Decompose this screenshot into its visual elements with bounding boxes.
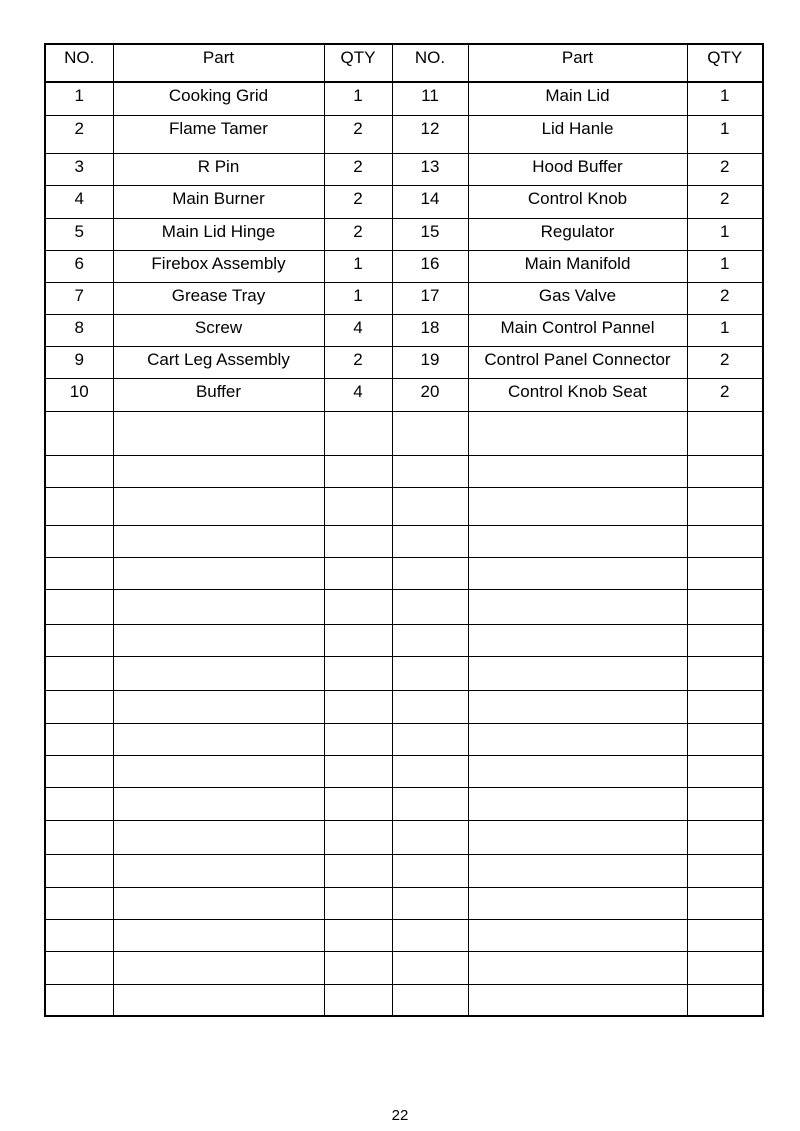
empty-cell bbox=[392, 887, 468, 919]
empty-cell bbox=[468, 887, 687, 919]
cell-qty-right: 1 bbox=[687, 115, 763, 153]
empty-cell bbox=[687, 624, 763, 656]
cell-part-right: Hood Buffer bbox=[468, 153, 687, 185]
table-body bbox=[45, 82, 763, 1016]
cell-qty-right: 1 bbox=[687, 218, 763, 250]
empty-cell bbox=[468, 557, 687, 589]
cell-qty-left: 1 bbox=[324, 250, 392, 282]
cell-no-right: 18 bbox=[392, 314, 468, 346]
cell-part-left: Screw bbox=[113, 314, 324, 346]
header-part-right: Part bbox=[468, 44, 687, 82]
cell-no-left: 5 bbox=[45, 218, 113, 250]
empty-cell bbox=[392, 624, 468, 656]
empty-cell bbox=[468, 951, 687, 984]
empty-cell bbox=[324, 787, 392, 820]
empty-cell bbox=[468, 589, 687, 624]
cell-part-left: Firebox Assembly bbox=[113, 250, 324, 282]
empty-table-row bbox=[45, 557, 763, 589]
empty-table-row bbox=[45, 919, 763, 951]
empty-cell bbox=[324, 919, 392, 951]
cell-qty-left: 2 bbox=[324, 153, 392, 185]
cell-qty-right: 2 bbox=[687, 346, 763, 378]
empty-table-row bbox=[45, 411, 763, 455]
empty-cell bbox=[687, 854, 763, 887]
empty-cell bbox=[392, 787, 468, 820]
parts-table bbox=[44, 43, 764, 1017]
table-row bbox=[45, 153, 763, 185]
empty-cell bbox=[392, 557, 468, 589]
header-qty-left: QTY bbox=[324, 44, 392, 82]
empty-table-row bbox=[45, 723, 763, 755]
empty-cell bbox=[392, 525, 468, 557]
empty-cell bbox=[687, 455, 763, 487]
cell-qty-right: 1 bbox=[687, 82, 763, 115]
cell-no-right: 15 bbox=[392, 218, 468, 250]
empty-table-row bbox=[45, 755, 763, 787]
empty-cell bbox=[45, 411, 113, 455]
cell-no-left: 9 bbox=[45, 346, 113, 378]
cell-part-left: Grease Tray bbox=[113, 282, 324, 314]
empty-cell bbox=[687, 723, 763, 755]
cell-no-right: 13 bbox=[392, 153, 468, 185]
table-row bbox=[45, 282, 763, 314]
empty-table-row bbox=[45, 820, 763, 854]
empty-cell bbox=[113, 455, 324, 487]
cell-qty-left: 2 bbox=[324, 115, 392, 153]
empty-cell bbox=[45, 723, 113, 755]
empty-cell bbox=[113, 525, 324, 557]
empty-cell bbox=[687, 984, 763, 1016]
cell-qty-left: 4 bbox=[324, 314, 392, 346]
empty-cell bbox=[392, 820, 468, 854]
empty-cell bbox=[324, 755, 392, 787]
empty-cell bbox=[45, 820, 113, 854]
empty-cell bbox=[392, 919, 468, 951]
empty-table-row bbox=[45, 624, 763, 656]
empty-cell bbox=[468, 854, 687, 887]
cell-qty-right: 1 bbox=[687, 314, 763, 346]
table-row bbox=[45, 115, 763, 153]
empty-cell bbox=[687, 919, 763, 951]
empty-cell bbox=[45, 624, 113, 656]
cell-qty-right: 2 bbox=[687, 185, 763, 218]
empty-cell bbox=[392, 723, 468, 755]
table-row bbox=[45, 218, 763, 250]
cell-part-right: Control Panel Connector bbox=[468, 346, 687, 378]
empty-cell bbox=[113, 887, 324, 919]
cell-qty-left: 2 bbox=[324, 218, 392, 250]
cell-qty-right: 2 bbox=[687, 282, 763, 314]
empty-cell bbox=[113, 820, 324, 854]
empty-cell bbox=[113, 557, 324, 589]
cell-part-left: Cooking Grid bbox=[113, 82, 324, 115]
empty-cell bbox=[45, 525, 113, 557]
empty-cell bbox=[392, 690, 468, 723]
table-row bbox=[45, 82, 763, 115]
empty-cell bbox=[324, 951, 392, 984]
cell-part-right: Main Lid bbox=[468, 82, 687, 115]
cell-no-left: 4 bbox=[45, 185, 113, 218]
empty-cell bbox=[468, 984, 687, 1016]
empty-cell bbox=[324, 487, 392, 525]
empty-cell bbox=[468, 525, 687, 557]
empty-cell bbox=[468, 487, 687, 525]
cell-part-right: Control Knob Seat bbox=[468, 378, 687, 411]
empty-cell bbox=[45, 951, 113, 984]
empty-cell bbox=[392, 487, 468, 525]
empty-cell bbox=[45, 854, 113, 887]
empty-table-row bbox=[45, 656, 763, 690]
empty-cell bbox=[113, 487, 324, 525]
empty-cell bbox=[687, 589, 763, 624]
empty-cell bbox=[392, 455, 468, 487]
empty-cell bbox=[468, 820, 687, 854]
empty-cell bbox=[392, 951, 468, 984]
empty-cell bbox=[45, 690, 113, 723]
empty-cell bbox=[324, 411, 392, 455]
cell-no-right: 11 bbox=[392, 82, 468, 115]
cell-part-right: Main Control Pannel bbox=[468, 314, 687, 346]
empty-cell bbox=[45, 487, 113, 525]
empty-cell bbox=[45, 984, 113, 1016]
empty-cell bbox=[687, 656, 763, 690]
empty-cell bbox=[468, 624, 687, 656]
cell-part-right: Lid Hanle bbox=[468, 115, 687, 153]
empty-cell bbox=[113, 723, 324, 755]
cell-no-left: 7 bbox=[45, 282, 113, 314]
empty-cell bbox=[687, 557, 763, 589]
header-qty-right: QTY bbox=[687, 44, 763, 82]
empty-cell bbox=[45, 755, 113, 787]
empty-cell bbox=[45, 887, 113, 919]
empty-cell bbox=[45, 589, 113, 624]
empty-cell bbox=[324, 854, 392, 887]
empty-cell bbox=[687, 487, 763, 525]
empty-cell bbox=[324, 820, 392, 854]
empty-cell bbox=[392, 984, 468, 1016]
empty-cell bbox=[687, 887, 763, 919]
cell-part-left: Buffer bbox=[113, 378, 324, 411]
cell-no-left: 8 bbox=[45, 314, 113, 346]
empty-cell bbox=[468, 787, 687, 820]
cell-qty-right: 1 bbox=[687, 250, 763, 282]
empty-cell bbox=[468, 656, 687, 690]
empty-table-row bbox=[45, 887, 763, 919]
cell-part-left: R Pin bbox=[113, 153, 324, 185]
empty-cell bbox=[324, 624, 392, 656]
empty-table-row bbox=[45, 525, 763, 557]
empty-cell bbox=[113, 690, 324, 723]
empty-cell bbox=[324, 723, 392, 755]
empty-cell bbox=[468, 411, 687, 455]
cell-part-right: Regulator bbox=[468, 218, 687, 250]
cell-no-right: 12 bbox=[392, 115, 468, 153]
empty-table-row bbox=[45, 787, 763, 820]
cell-no-left: 6 bbox=[45, 250, 113, 282]
cell-no-right: 17 bbox=[392, 282, 468, 314]
empty-cell bbox=[468, 690, 687, 723]
empty-cell bbox=[687, 411, 763, 455]
table-row bbox=[45, 378, 763, 411]
empty-cell bbox=[392, 589, 468, 624]
cell-qty-right: 2 bbox=[687, 378, 763, 411]
empty-cell bbox=[324, 589, 392, 624]
empty-cell bbox=[113, 787, 324, 820]
cell-qty-left: 1 bbox=[324, 282, 392, 314]
cell-qty-left: 1 bbox=[324, 82, 392, 115]
empty-table-row bbox=[45, 487, 763, 525]
empty-cell bbox=[113, 624, 324, 656]
empty-table-row bbox=[45, 984, 763, 1016]
cell-part-right: Main Manifold bbox=[468, 250, 687, 282]
empty-table-row bbox=[45, 455, 763, 487]
table-row bbox=[45, 346, 763, 378]
empty-cell bbox=[687, 525, 763, 557]
empty-cell bbox=[687, 951, 763, 984]
empty-table-row bbox=[45, 589, 763, 624]
header-row bbox=[45, 44, 763, 82]
cell-qty-left: 4 bbox=[324, 378, 392, 411]
empty-cell bbox=[113, 919, 324, 951]
empty-cell bbox=[392, 656, 468, 690]
table-row bbox=[45, 185, 763, 218]
empty-cell bbox=[324, 557, 392, 589]
empty-table-row bbox=[45, 854, 763, 887]
cell-qty-right: 2 bbox=[687, 153, 763, 185]
empty-cell bbox=[468, 755, 687, 787]
empty-cell bbox=[45, 557, 113, 589]
empty-cell bbox=[113, 589, 324, 624]
empty-cell bbox=[113, 854, 324, 887]
empty-cell bbox=[687, 690, 763, 723]
header-no-right: NO. bbox=[392, 44, 468, 82]
cell-no-right: 14 bbox=[392, 185, 468, 218]
empty-cell bbox=[45, 455, 113, 487]
empty-cell bbox=[324, 984, 392, 1016]
empty-cell bbox=[113, 984, 324, 1016]
empty-cell bbox=[113, 951, 324, 984]
cell-no-left: 10 bbox=[45, 378, 113, 411]
cell-part-right: Gas Valve bbox=[468, 282, 687, 314]
empty-cell bbox=[687, 787, 763, 820]
empty-cell bbox=[324, 455, 392, 487]
cell-part-left: Main Lid Hinge bbox=[113, 218, 324, 250]
cell-part-left: Cart Leg Assembly bbox=[113, 346, 324, 378]
empty-cell bbox=[113, 411, 324, 455]
empty-cell bbox=[392, 411, 468, 455]
empty-cell bbox=[45, 919, 113, 951]
cell-part-left: Main Burner bbox=[113, 185, 324, 218]
empty-cell bbox=[324, 887, 392, 919]
empty-cell bbox=[45, 787, 113, 820]
cell-no-right: 16 bbox=[392, 250, 468, 282]
header-no-left: NO. bbox=[45, 44, 113, 82]
empty-table-row bbox=[45, 951, 763, 984]
cell-part-right: Control Knob bbox=[468, 185, 687, 218]
empty-cell bbox=[45, 656, 113, 690]
empty-cell bbox=[113, 656, 324, 690]
cell-qty-left: 2 bbox=[324, 185, 392, 218]
empty-cell bbox=[468, 919, 687, 951]
empty-cell bbox=[392, 755, 468, 787]
cell-no-left: 3 bbox=[45, 153, 113, 185]
empty-table-row bbox=[45, 690, 763, 723]
empty-cell bbox=[687, 755, 763, 787]
cell-no-right: 19 bbox=[392, 346, 468, 378]
empty-cell bbox=[392, 854, 468, 887]
empty-cell bbox=[324, 525, 392, 557]
table-row bbox=[45, 250, 763, 282]
cell-no-right: 20 bbox=[392, 378, 468, 411]
empty-cell bbox=[687, 820, 763, 854]
empty-cell bbox=[468, 455, 687, 487]
cell-no-left: 1 bbox=[45, 82, 113, 115]
cell-no-left: 2 bbox=[45, 115, 113, 153]
cell-qty-left: 2 bbox=[324, 346, 392, 378]
empty-cell bbox=[468, 723, 687, 755]
header-part-left: Part bbox=[113, 44, 324, 82]
empty-cell bbox=[324, 690, 392, 723]
cell-part-left: Flame Tamer bbox=[113, 115, 324, 153]
page-number: 22 bbox=[391, 1107, 409, 1124]
empty-cell bbox=[324, 656, 392, 690]
empty-cell bbox=[113, 755, 324, 787]
table-row bbox=[45, 314, 763, 346]
